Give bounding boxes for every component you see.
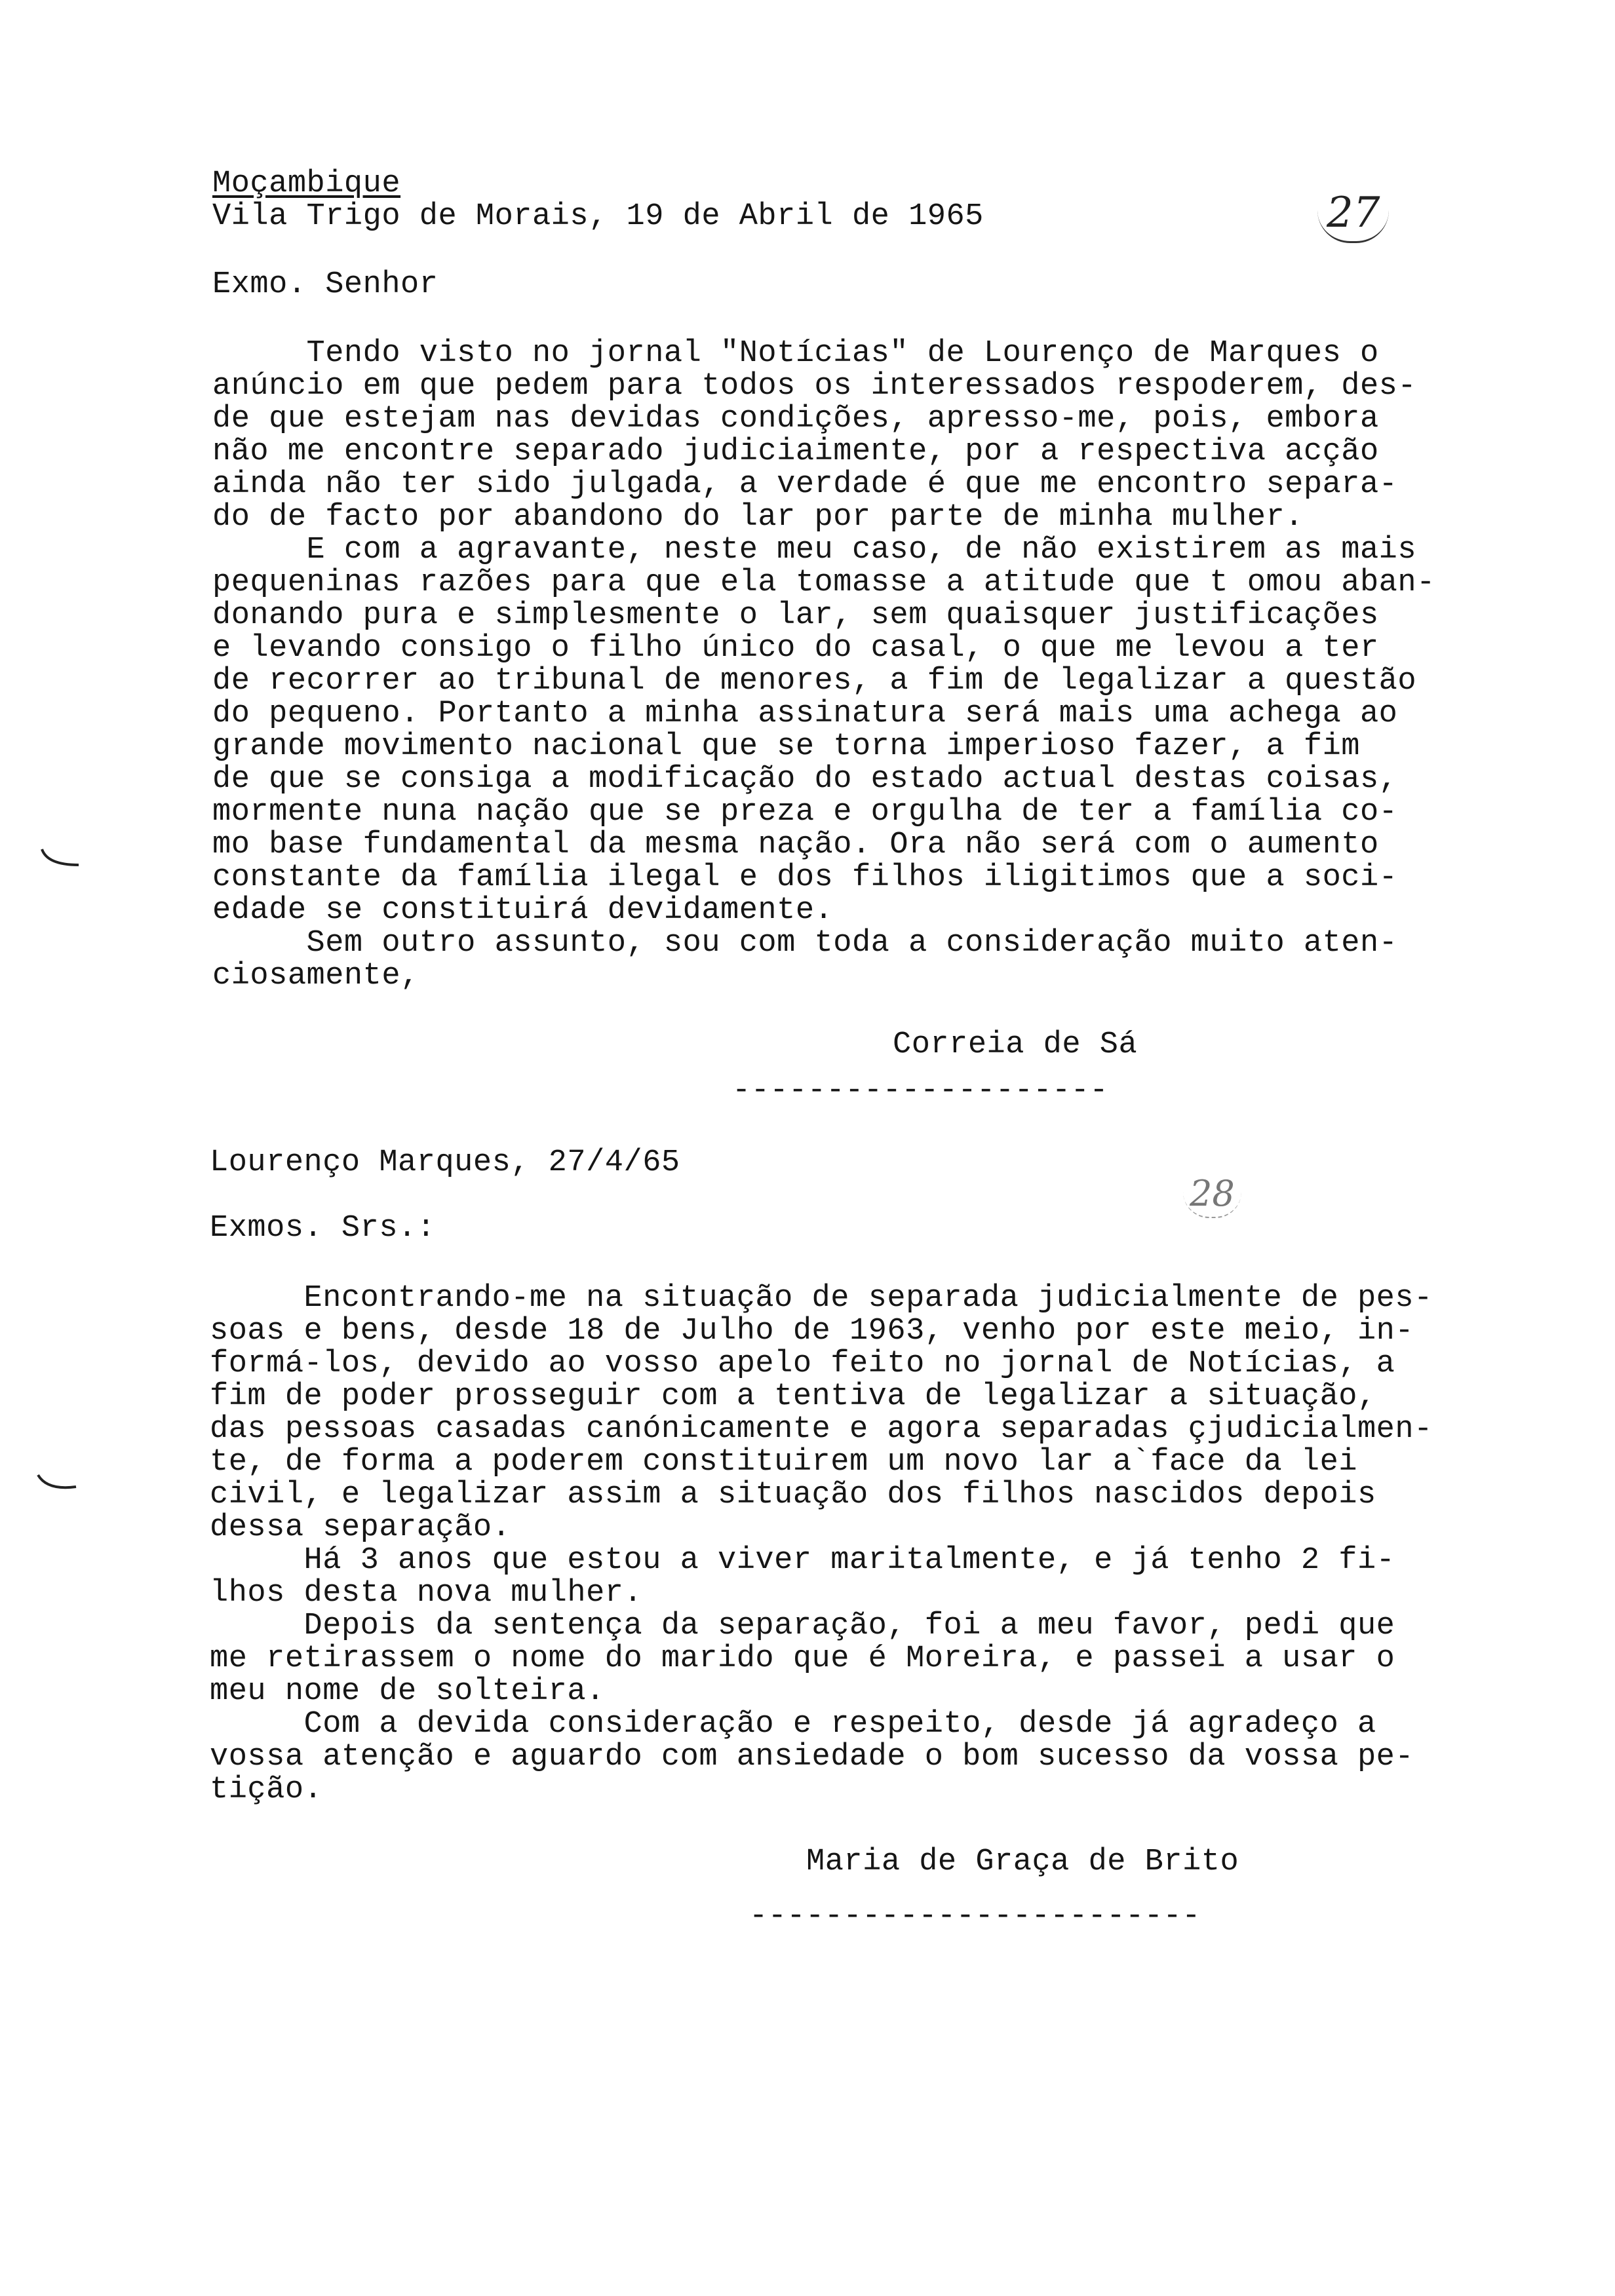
page-number-28: 28 xyxy=(1183,1173,1241,1218)
letter2-body-line: fim de poder prosseguir com a tentiva de legalizar a situação, xyxy=(210,1379,1376,1414)
letter2-body-line: Encontrando-me na situação de separada judicialmente de pes- xyxy=(210,1281,1433,1316)
letter1-body-line: ainda não ter sido julgada, a verdade é que me encontro separa- xyxy=(212,467,1398,502)
letter2-body-line: Com a devida consideração e respeito, desde já agradeço a xyxy=(210,1707,1376,1742)
letter1-heading-date: Vila Trigo de Morais, 19 de Abril de 1965 xyxy=(212,199,984,234)
letter2-heading: Lourenço Marques, 27/4/65 xyxy=(210,1145,680,1180)
letter1-heading-place: Moçambique xyxy=(212,166,401,201)
letter2-body-line: Há 3 anos que estou a viver maritalmente, e já tenho 2 fi- xyxy=(210,1543,1395,1578)
letter1-salutation: Exmo. Senhor xyxy=(212,267,438,302)
letter2-body-line: te, de forma a poderem constituirem um novo lar a`face da lei xyxy=(210,1445,1357,1480)
letter2-signature-rule: ------------------------ xyxy=(749,1899,1201,1934)
margin-mark-icon xyxy=(38,845,84,871)
letter1-body-line: não me encontre separado judiciaimente, por a respectiva acção xyxy=(212,434,1379,469)
letter2-body-line: vossa atenção e aguardo com ansiedade o bom sucesso da vossa pe- xyxy=(210,1740,1414,1774)
letter1-body-line: donando pura e simplesmente o lar, sem quaisquer justificações xyxy=(212,598,1379,633)
letter1-body-line: de que se consiga a modificação do estado actual destas coisas, xyxy=(212,762,1398,797)
letter1-body-line: grande movimento nacional que se torna imperioso fazer, a fim xyxy=(212,729,1360,764)
letter1-body-line: constante da família ilegal e dos filhos iligitimos que a soci- xyxy=(212,860,1398,895)
letter2-body-line: tição. xyxy=(210,1772,323,1807)
letter1-body-line: anúncio em que pedem para todos os interessados respoderem, des- xyxy=(212,369,1417,404)
letter2-body-line: das pessoas casadas canónicamente e agora separadas çjudicialmen- xyxy=(210,1412,1433,1447)
letter1-body-line: Sem outro assunto, sou com toda a consideração muito aten- xyxy=(212,926,1398,961)
letter2-body-line: Depois da sentença da separação, foi a meu favor, pedi que xyxy=(210,1609,1395,1643)
margin-mark-icon xyxy=(34,1471,80,1497)
letter1-body-line: Tendo visto no jornal "Notícias" de Lourenço de Marques o xyxy=(212,336,1379,371)
letter1-body-line: mormente nuna nação que se preza e orgulha de ter a família co- xyxy=(212,795,1398,830)
letter2-body-line: civil, e legalizar assim a situação dos filhos nascidos depois xyxy=(210,1478,1376,1512)
letter1-body-line: E com a agravante, neste meu caso, de não existirem as mais xyxy=(212,533,1417,567)
letter2-signature: Maria de Graça de Brito xyxy=(806,1845,1239,1879)
letter1-body-line: edade se constituirá devidamente. xyxy=(212,893,834,928)
letter1-body-line: do pequeno. Portanto a minha assinatura será mais uma achega ao xyxy=(212,697,1398,731)
letter1-body-line: ciosamente, xyxy=(212,959,419,993)
letter1-body-line: de que estejam nas devidas condições, apresso-me, pois, embora xyxy=(212,402,1379,436)
letter1-signature: Correia de Sá xyxy=(893,1027,1138,1062)
letter1-body-line: de recorrer ao tribunal de menores, a fim de legalizar a questão xyxy=(212,664,1417,698)
letter2-body-line: formá-los, devido ao vosso apelo feito no jornal de Notícias, a xyxy=(210,1347,1395,1381)
letter2-body-line: meu nome de solteira. xyxy=(210,1674,605,1709)
letter1-signature-rule: -------------------- xyxy=(732,1073,1109,1108)
letter1-body-line: pequeninas razões para que ela tomasse a atitude que t omou aban- xyxy=(212,565,1435,600)
page-number-27: 27 xyxy=(1317,187,1389,243)
letter1-body-line: mo base fundamental da mesma nação. Ora não será com o aumento xyxy=(212,828,1379,862)
letter1-body-line: e levando consigo o filho único do casal, o que me levou a ter xyxy=(212,631,1379,666)
letter2-body-line: dessa separação. xyxy=(210,1510,511,1545)
letter1-body-line: do de facto por abandono do lar por parte de minha mulher. xyxy=(212,500,1304,535)
letter2-body-line: me retirassem o nome do marido que é Moreira, e passei a usar o xyxy=(210,1641,1395,1676)
letter2-body-line: lhos desta nova mulher. xyxy=(210,1576,643,1611)
letter2-salutation: Exmos. Srs.: xyxy=(210,1211,436,1246)
letter2-body-line: soas e bens, desde 18 de Julho de 1963, venho por este meio, in- xyxy=(210,1314,1414,1349)
